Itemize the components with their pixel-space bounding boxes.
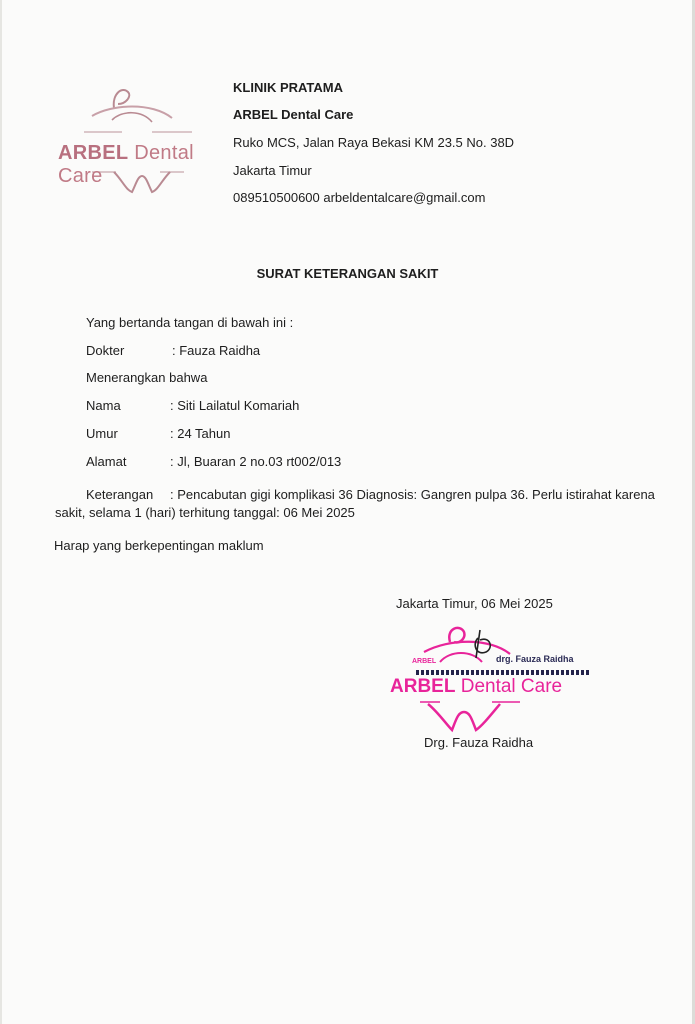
patient-age-label: Umur (86, 426, 118, 441)
logo-brand-text (58, 142, 227, 188)
clinic-name: ARBEL Dental Care (233, 107, 354, 122)
signer-name: Drg. Fauza Raidha (424, 735, 534, 750)
logo-brand-rest: Dental Care (58, 142, 194, 187)
note-line2: sakit, selama 1 (hari) terhitung tanggal: 06 Mei 2025 (55, 505, 355, 520)
doctor-label: Dokter (86, 343, 125, 358)
stamp-doctor-name: drg. Fauza Raidha (496, 654, 574, 664)
declares-text: Menerangkan bahwa (86, 370, 208, 385)
letter-intro: Yang bertanda tangan di bawah ini : (86, 315, 294, 330)
closing-text: Harap yang berkepentingan maklum (54, 538, 264, 553)
clinic-city: Jakarta Timur (233, 163, 312, 178)
letter-title: SURAT KETERANGAN SAKIT (256, 266, 439, 281)
patient-address-label: Alamat (86, 454, 127, 469)
patient-name-value: : Siti Lailatul Komariah (170, 398, 300, 413)
place-date: Jakarta Timur, 06 Mei 2025 (396, 596, 553, 611)
stamp-small-brand: ARBEL (412, 658, 437, 665)
paper-edge-left (0, 0, 2, 1024)
stamp-registration-line (416, 670, 591, 675)
clinic-stamp (380, 622, 605, 734)
doctor-value: : Fauza Raidha (172, 343, 261, 358)
stamp-brand-text (390, 676, 562, 698)
clinic-type: KLINIK PRATAMA (233, 80, 344, 95)
note-line1: : Pencabutan gigi komplikasi 36 Diagnosis: Gangren pulpa 36. Perlu istirahat karena (170, 487, 655, 502)
clinic-contact: 089510500600 arbeldentalcare@gmail.com (233, 190, 486, 205)
patient-address-value: : Jl, Buaran 2 no.03 rt002/013 (170, 454, 342, 469)
stamp-brand-bold: ARBEL (390, 676, 456, 697)
clinic-address: Ruko MCS, Jalan Raya Bekasi KM 23.5 No. 38D (233, 135, 515, 150)
patient-name-label: Nama (86, 398, 121, 413)
clinic-logo (52, 80, 227, 200)
note-label: Keterangan (86, 487, 154, 502)
stamp-brand-rest: Dental Care (455, 676, 563, 697)
logo-brand-bold: ARBEL (58, 142, 129, 164)
patient-age-value: : 24 Tahun (170, 426, 231, 441)
